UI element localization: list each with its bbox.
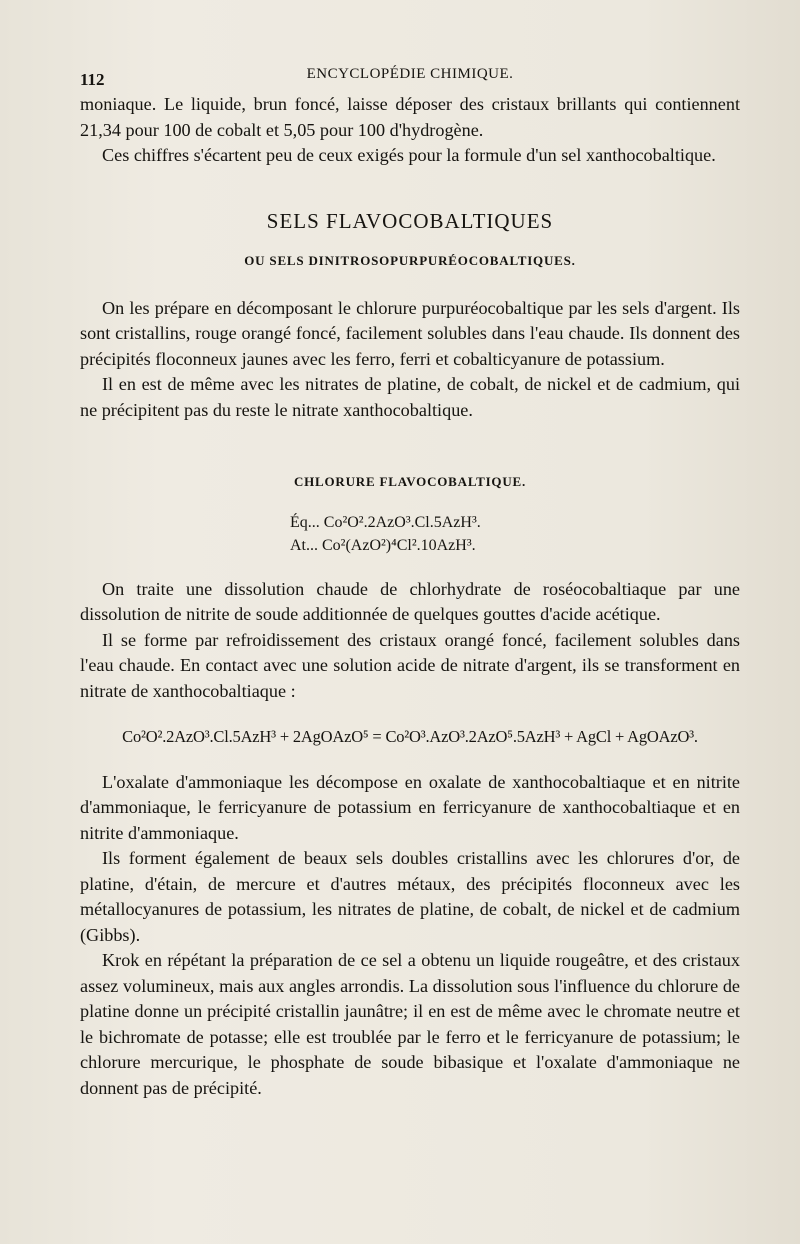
formula-label: At... — [290, 536, 318, 554]
paragraph: Il se forme par refroidissement des cristaux orangé foncé, facilement solubles dans l'eau chaude. En contact avec une solution acide de nitrate d'argent, ils se transforment en nitrate de xanthocobaltiaque : — [80, 629, 740, 701]
page-header — [80, 64, 740, 88]
paragraph: Ces chiffres s'écartent peu de ceux exigés pour la formule d'un sel xanthocobaltique. — [102, 145, 716, 165]
page-body — [80, 92, 740, 1101]
paragraph: Il en est de même avec les nitrates de platine, de cobalt, de nickel et de cadmium, qui ne précipitent pas du reste le nitrate xanthocobaltique. — [80, 374, 740, 420]
paragraph: On les prépare en décomposant le chlorure purpuréocobaltique par les sels d'argent. Ils sont cristallins, rouge orangé foncé, facilement solubles dans l'eau chaude. Ils donnent des précipités floconneux jaunes avec les ferro, ferri et cobalticyanure de potassium. — [80, 297, 740, 369]
paragraph: On traite une dissolution chaude de chlorhydrate de roséocobaltiaque par une dissolution de nitrite de soude additionnée de quelques gouttes d'acide acétique. — [80, 578, 740, 624]
formula-equivalent — [290, 511, 530, 534]
formula-atomic — [290, 534, 530, 557]
paragraph: L'oxalate d'ammoniaque les décompose en oxalate de xanthocobaltiaque et en nitrite d'ammoniaque, le ferricyanure de potassium en ferricyanure de xanthocobaltiaque et en nitrite d'ammoniaque. — [80, 771, 740, 843]
running-title: ENCYCLOPÉDIE CHIMIQUE. — [306, 66, 514, 82]
formula-label: Éq... — [290, 513, 320, 531]
paragraph: Krok en répétant la préparation de ce sel a obtenu un liquide rougeâtre, et des cristaux assez volumineux, mais aux angles arrondis. La dissolution sous l'influence du chlorure de platine donne un précipité cristallin jaunâtre; il en est de même avec le chromate neutre et le bichromate de potasse; elle est troublée par le ferro et le ferricyanure de potassium; le chlorure mercurique, le phosphate de soude bibasique et l'oxalate d'ammoniaque ne donnent pas de précipité. — [80, 950, 740, 1098]
paragraph-continuation: moniaque. Le liquide, brun foncé, laisse déposer des cristaux brillants qui contiennent 21,34 pour 100 de cobalt et 5,05 pour 100 d'hydrogène. — [80, 94, 740, 140]
chemical-equation: Co²O².2AzO³.Cl.5AzH³ + 2AgOAzO⁵ = Co²O³.AzO³.2AzO⁵.5AzH³ + AgCl + AgOAzO³. — [122, 727, 698, 746]
subsection-title: CHLORURE FLAVOCOBALTIQUE. — [293, 474, 527, 489]
section-title: SELS FLAVOCOBALTIQUES — [266, 208, 554, 233]
paragraph: Ils forment également de beaux sels doubles cristallins avec les chlorures d'or, de platine, d'étain, de mercure et d'autres métaux, des précipités floconneux avec les métallocyanures de potassium, les nitrates de platine, de cobalt, de nickel et de cadmium (Gibbs). — [80, 848, 740, 945]
formula-text: Co²O².2AzO³.Cl.5AzH³. — [323, 513, 481, 531]
page-number: 112 — [80, 70, 105, 89]
section-subtitle: OU SELS DINITROSOPURPURÉOCOBALTIQUES. — [244, 253, 576, 268]
formula-text: Co²(AzO²)⁴Cl².10AzH³. — [322, 536, 476, 554]
formula-block — [290, 511, 530, 557]
